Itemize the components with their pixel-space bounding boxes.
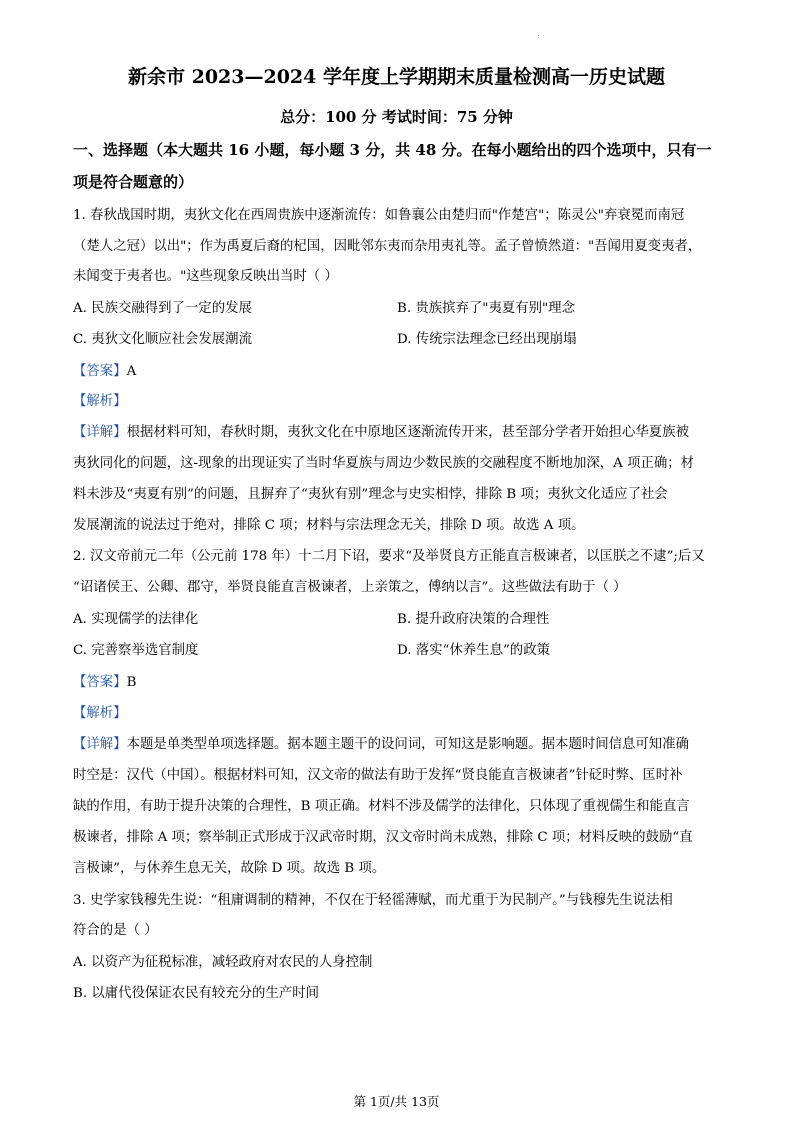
q2-answer bbox=[73, 671, 136, 690]
q1-stem-line1: 1. 春秋战国时期，夷狄文化在西周贵族中逐渐流传：如鲁襄公由楚归而"作楚宫"；陈灵公"弃衰冕而南冠 bbox=[73, 208, 685, 223]
q2-detail-line5: 言极谏”，与休养生息无关，故除 D 项。故选 B 项。 bbox=[73, 861, 386, 876]
answer-value: B bbox=[126, 675, 137, 690]
q1-analysis-tag: 【解析】 bbox=[73, 394, 127, 409]
answer-tag: 【答案】 bbox=[73, 364, 127, 379]
q1-answer bbox=[73, 360, 136, 379]
q3-option-a: A. 以资产为征税标准，减轻政府对农民的人身控制 bbox=[73, 955, 373, 970]
q2-stem-line2: “诏诸侯王、公卿、郡守，举贤良能直言极谏者，上亲策之，傅纳以言”。这些做法有助于（ ） bbox=[73, 580, 627, 595]
page-title: 新余市 2023—2024 学年度上学期期末质量检测高一历史试题 bbox=[128, 66, 665, 88]
q1-detail-line3: 料未涉及“夷夏有别”的问题，且摒弃了“夷狄有别”理念与史实相悖，排除 B 项；夷狄文化适应了社会 bbox=[73, 487, 668, 502]
page-number: 第 1页/共 13页 bbox=[353, 1094, 440, 1109]
q1-stem-line3: 未闻变于夷者也。"这些现象反映出当时（ ） bbox=[73, 269, 338, 284]
answer-value: A bbox=[126, 364, 137, 379]
q2-stem-line1: 2. 汉文帝前元二年（公元前 178 年）十二月下诏，要求“及举贤良方正能直言极谏者，以匡朕之不逮”;后又 bbox=[73, 549, 705, 564]
q1-option-a: A. 民族交融得到了一定的发展 bbox=[73, 301, 252, 316]
detail-text: 本题是单类型单项选择题。据本题主题干的设问词，可知这是影响题。据本题时间信息可知准确 bbox=[126, 737, 689, 752]
q2-detail-line2: 时空是：汉代（中国）。根据材料可知，汉文帝的做法有助于发挥“贤良能直言极谏者”针砭时弊、匡时补 bbox=[73, 768, 683, 783]
section-heading-line2: 项是符合题意的） bbox=[73, 173, 194, 191]
q1-option-b: B. 贵族摈弃了"夷夏有别"理念 bbox=[397, 301, 575, 316]
scan-speck bbox=[538, 35, 539, 36]
q2-option-b: B. 提升政府决策的合理性 bbox=[397, 612, 550, 627]
q3-stem-line1: 3. 史学家钱穆先生说：“租庸调制的精神，不仅在于轻徭薄赋，而尤重于为民制产。”与钱穆先生说法相 bbox=[73, 893, 673, 908]
q2-option-d: D. 落实“休养生息”的政策 bbox=[397, 643, 550, 658]
q2-detail-line1 bbox=[73, 733, 689, 752]
q3-stem-line2: 符合的是（ ） bbox=[73, 923, 158, 938]
detail-text: 根据材料可知，春秋时期，夷狄文化在中原地区逐渐流传开来，甚至部分学者开始担心华夏族被 bbox=[126, 425, 689, 440]
detail-tag: 【详解】 bbox=[73, 425, 127, 440]
q2-option-c: C. 完善察举选官制度 bbox=[73, 643, 199, 658]
detail-tag: 【详解】 bbox=[73, 737, 127, 752]
q1-option-d: D. 传统宗法理念已经出现崩塌 bbox=[397, 332, 577, 347]
section-heading-line1: 一、选择题（本大题共 16 小题，每小题 3 分，共 48 分。在每小题给出的四个选项中，只有一 bbox=[73, 141, 712, 159]
exam-info: 总分：100 分 考试时间：75 分钟 bbox=[280, 108, 513, 126]
q2-detail-line4: 极谏者，排除 A 项；察举制正式形成于汉武帝时期，汉文帝时尚未成熟，排除 C 项；材料反映的鼓励“直 bbox=[73, 830, 693, 845]
q1-detail-line4: 发展潮流的说法过于绝对，排除 C 项；材料与宗法理念无关，排除 D 项。故选 A 项。 bbox=[73, 518, 585, 533]
q2-option-a: A. 实现儒学的法律化 bbox=[73, 612, 199, 627]
answer-tag: 【答案】 bbox=[73, 675, 127, 690]
q1-detail-line1 bbox=[73, 421, 689, 440]
q1-stem-line2: （楚人之冠）以出"；作为禹夏后裔的杞国，因毗邻东夷而杂用夷礼等。孟子曾愤然道："吾闻用夏变夷者， bbox=[73, 239, 702, 254]
q1-option-c: C. 夷狄文化顺应社会发展潮流 bbox=[73, 332, 252, 347]
q2-detail-line3: 缺的作用，有助于提升决策的合理性，B 项正确。材料不涉及儒学的法律化，只体现了重视儒生和能直言 bbox=[73, 799, 690, 814]
q1-detail-line2: 夷狄同化的问题，这-现象的出现证实了当时华夏族与周边少数民族的交融程度不断地加深，A 项正确；材 bbox=[73, 456, 695, 471]
q2-analysis-tag: 【解析】 bbox=[73, 706, 127, 721]
q3-option-b: B. 以庸代役保证农民有较充分的生产时间 bbox=[73, 986, 319, 1001]
